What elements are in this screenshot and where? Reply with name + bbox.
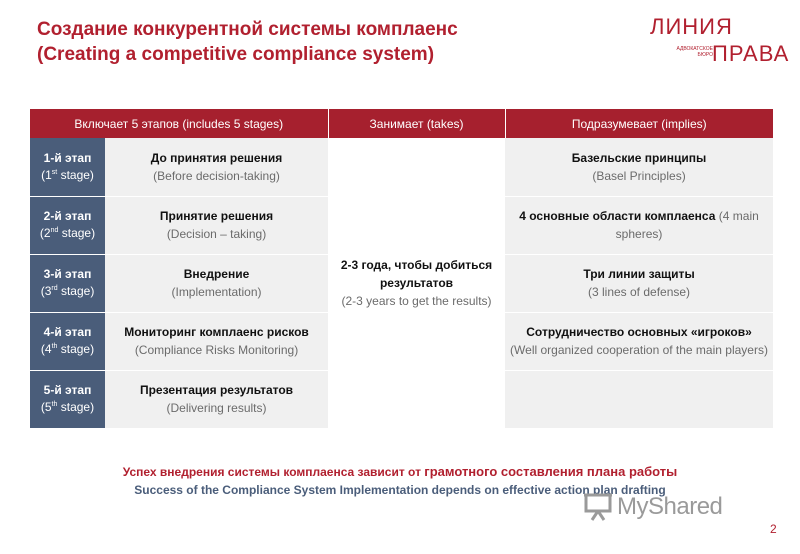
step-cell: [105, 254, 328, 312]
implies-cell-empty: [505, 370, 773, 428]
stage-label: 4-й этап: [43, 325, 92, 339]
stage-label: 1-й этап: [43, 150, 92, 165]
footer-ru: [0, 464, 800, 479]
footer-en: Success of the Compliance System Implementation depends on effective action plan drafting: [134, 483, 666, 497]
implies-ru: Три линии защиты: [583, 267, 695, 281]
header-takes: Занимает (takes): [328, 109, 505, 138]
stage-cell: [30, 370, 105, 428]
implies-cell: [505, 254, 773, 312]
slide-title: [37, 18, 458, 68]
step-en: (Compliance Risks Monitoring): [134, 343, 299, 357]
implies-ru: 4 основные области комплаенса: [519, 209, 716, 223]
stage-cell: [30, 138, 105, 196]
stage-en: (4th stage): [40, 342, 95, 356]
stage-cell: [30, 312, 105, 370]
title-en: (Creating a competitive compliance system): [37, 44, 435, 65]
step-en: (Implementation): [171, 285, 262, 299]
presentation-icon: [583, 493, 613, 521]
implies-ru: Базельские принципы: [571, 150, 707, 165]
implies-cell: [505, 196, 773, 254]
title-ru: Создание конкурентной системы комплаенс: [37, 19, 458, 40]
logo: [650, 14, 790, 66]
logo-line2: ПРАВА: [712, 41, 790, 66]
step-cell: [105, 196, 328, 254]
footer-ru-b: грамотного составления плана работы: [424, 464, 678, 479]
step-cell: [105, 138, 328, 196]
stage-label: 5-й этап: [43, 383, 92, 397]
step-cell: [105, 370, 328, 428]
table-header-row: [30, 109, 773, 138]
logo-line1: ЛИНИЯ: [650, 14, 733, 39]
step-ru: До принятия решения: [150, 150, 283, 165]
page-number: 2: [770, 522, 777, 536]
table-row: [30, 138, 773, 196]
logo-small-text: АДВОКАТСКОЕ БЮРО: [676, 46, 713, 58]
takes-ru: 2-3 года, чтобы добиться результатов: [340, 257, 493, 290]
step-ru: Внедрение: [183, 267, 250, 281]
header-includes: Включает 5 этапов (includes 5 stages): [30, 109, 328, 138]
stage-cell: [30, 254, 105, 312]
implies-en: (Well organized cooperation of the main players): [510, 343, 768, 357]
watermark-text: MyShared: [617, 493, 723, 520]
step-en: (Decision – taking): [166, 227, 267, 241]
implies-en: (4 main spheres): [615, 209, 759, 241]
footer-ru-a: Успех внедрения системы комплаенса зависит от: [122, 465, 425, 479]
stages-table: [30, 109, 773, 429]
implies-cell: [505, 138, 773, 196]
implies-en: (3 lines of defense): [587, 285, 691, 299]
step-ru: Презентация результатов: [139, 383, 294, 397]
stage-en: (3rd stage): [40, 284, 95, 298]
takes-en: (2-3 years to get the results): [341, 293, 492, 308]
step-ru: Принятие решения: [159, 209, 274, 223]
stage-label: 3-й этап: [43, 267, 92, 281]
step-ru: Мониторинг комплаенс рисков: [124, 325, 309, 339]
watermark: [583, 492, 722, 522]
stage-en: (2nd stage): [39, 226, 96, 240]
stage-label: 2-й этап: [43, 209, 92, 223]
header-implies: Подразумевает (implies): [505, 109, 773, 138]
step-en: (Delivering results): [166, 401, 267, 415]
stage-cell: [30, 196, 105, 254]
stage-en: (1st stage): [41, 167, 94, 182]
implies-ru: Сотрудничество основных «игроков»: [526, 325, 752, 339]
implies-cell: [505, 312, 773, 370]
implies-en: (Basel Principles): [592, 168, 686, 183]
stage-en: (5th stage): [40, 400, 95, 414]
takes-cell: [328, 138, 505, 428]
step-cell: [105, 312, 328, 370]
step-en: (Before decision-taking): [153, 168, 280, 183]
